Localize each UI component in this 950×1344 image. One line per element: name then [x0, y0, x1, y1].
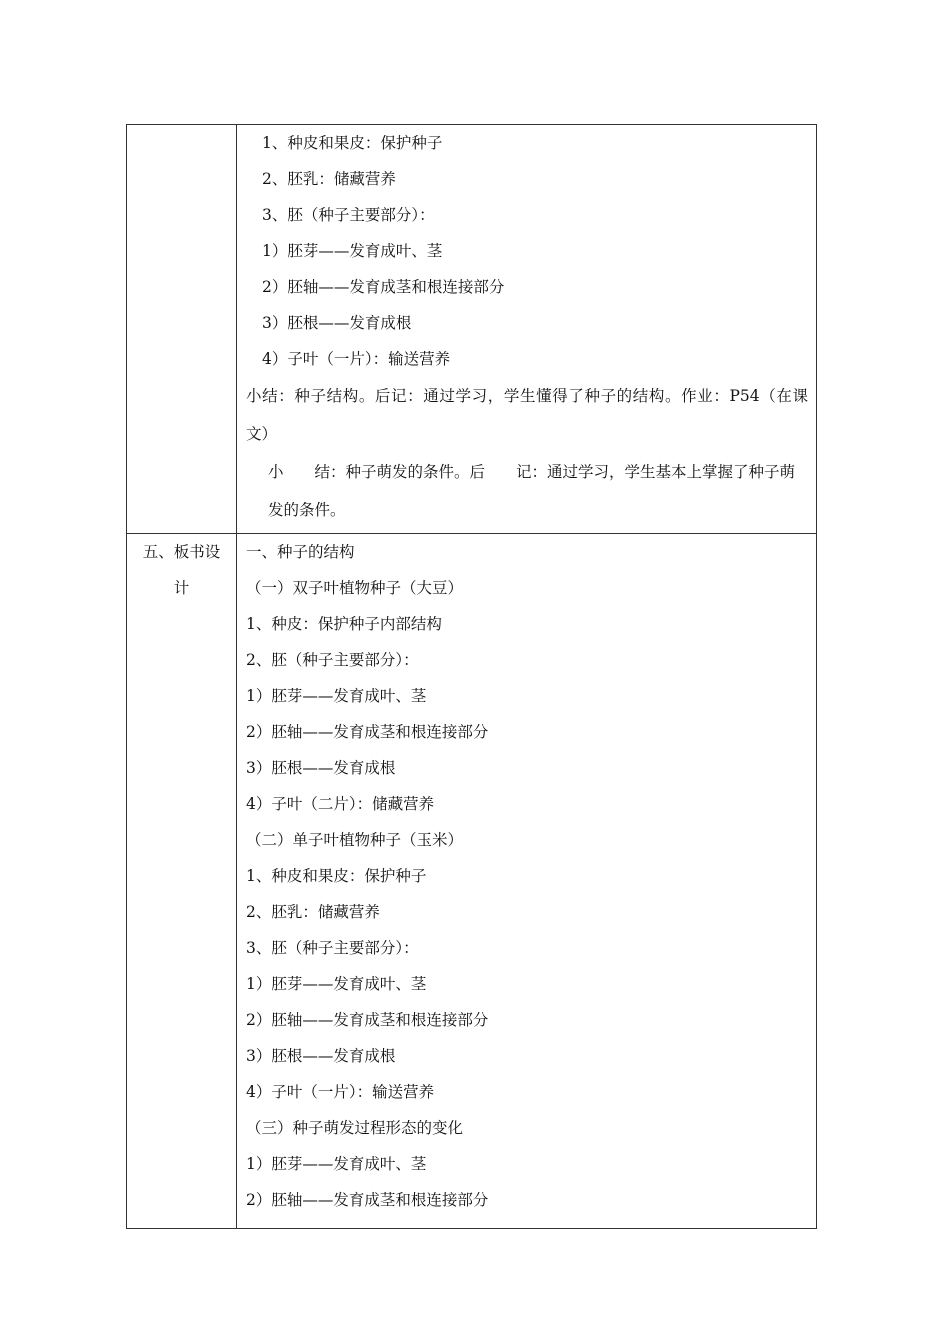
content-line: 4）子叶（一片）：输送营养: [262, 350, 451, 368]
content-line: 3、胚（种子主要部分）：: [246, 939, 419, 957]
content-line: 3、胚（种子主要部分）：: [262, 206, 435, 224]
table-row-blackboard-design: [127, 534, 817, 1229]
content-line: 1）胚芽——发育成叶、茎: [246, 687, 427, 705]
content-line: 1、种皮和果皮：保护种子: [246, 867, 427, 885]
summary-paragraph: 小 结：种子萌发的条件。后 记：通过学习，学生基本上掌握了种子萌发的条件。: [268, 463, 796, 519]
content-line: 1）胚芽——发育成叶、茎: [246, 975, 427, 993]
content-line: 2、胚乳：储藏营养: [262, 170, 396, 188]
row-content-cell: [237, 534, 817, 1229]
content-line: 2）胚轴——发育成茎和根连接部分: [246, 1011, 489, 1029]
content-line: 1、种皮：保护种子内部结构: [246, 615, 442, 633]
content-line: 4）子叶（二片）：储藏营养: [246, 795, 435, 813]
content-line: 1）胚芽——发育成叶、茎: [262, 242, 443, 260]
content-line: （二）单子叶植物种子（玉米）: [246, 831, 464, 849]
content-line: 2、胚乳：储藏营养: [246, 903, 380, 921]
content-lines: [237, 125, 816, 533]
content-line: 2）胚轴——发育成茎和根连接部分: [246, 1191, 489, 1209]
section-label-line: 计: [173, 579, 190, 597]
content-line: 2）胚轴——发育成茎和根连接部分: [262, 278, 505, 296]
content-line: （三）种子萌发过程形态的变化: [246, 1119, 464, 1137]
content-line: 3）胚根——发育成根: [246, 1047, 396, 1065]
row-label-cell: [127, 534, 237, 1229]
content-line: 3）胚根——发育成根: [262, 314, 412, 332]
content-line: 4）子叶（一片）：输送营养: [246, 1083, 435, 1101]
section-label-line: 五、板书设: [142, 543, 221, 561]
content-line: 一、种子的结构: [246, 543, 355, 561]
row-content-cell: [237, 125, 817, 534]
content-line: 1）胚芽——发育成叶、茎: [246, 1155, 427, 1173]
section-label: [127, 534, 236, 606]
row-label-cell-empty: [127, 125, 237, 534]
content-line: 1、种皮和果皮：保护种子: [262, 134, 443, 152]
summary-paragraph: 小结：种子结构。后记：通过学习，学生懂得了种子的结构。作业：P54（在课文）: [246, 387, 808, 443]
content-line: 2）胚轴——发育成茎和根连接部分: [246, 723, 489, 741]
lesson-plan-table: [126, 124, 817, 1229]
content-line: 3）胚根——发育成根: [246, 759, 396, 777]
content-line: 2、胚（种子主要部分）：: [246, 651, 419, 669]
content-line: （一）双子叶植物种子（大豆）: [246, 579, 464, 597]
table-row-teaching-content: [127, 125, 817, 534]
content-lines: [237, 534, 816, 1228]
